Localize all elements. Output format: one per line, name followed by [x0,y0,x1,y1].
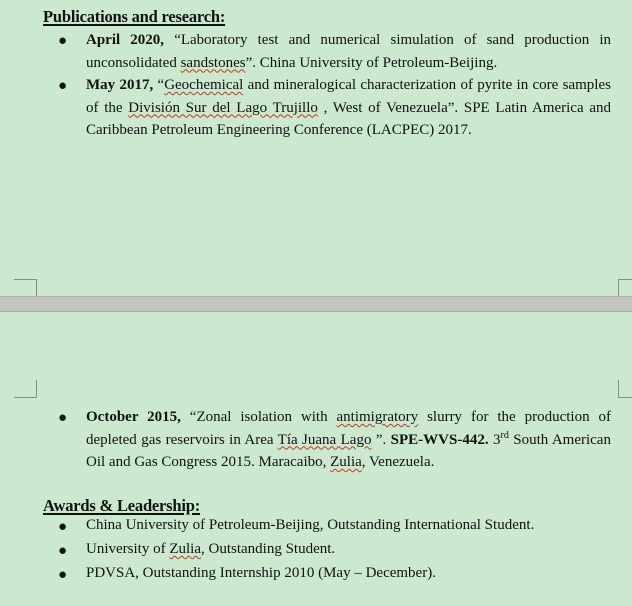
document-page-1 [0,0,632,296]
publications-heading: Publications and research: [43,7,226,26]
award-item: PDVSA, Outstanding Internship 2010 (May – December). [86,565,436,581]
document-page-2 [0,312,632,606]
bullet-icon: ● [58,567,68,583]
awards-heading: Awards & Leadership: [43,496,201,515]
publication-item-2017: May 2017, “Geochemical and mineralogical characterization of pyrite in core samples of the División Sur del Lago Trujillo , West of Venezuela”. SPE Latin America and Caribbean Petroleum Engineering Conference (LACPEC) 2017. [86,77,612,138]
page-corner-mark [618,279,632,297]
bullet-icon: ● [58,519,68,535]
publication-item-2015: October 2015, “Zonal isolation with antimigratory slurry for the production of depleted gas reservoirs in Area Tía Juana Lago ”. SPE-WVS-442. 3rd South American Oil and Gas Congress 2015. Maracaibo, Zulia, Venezuela. [86,409,611,470]
publication-item-2020: April 2020, “Laboratory test and numerical simulation of sand production in unconsolidated sandstones”. China University of Petroleum-Beijing. [86,32,612,71]
page-corner-mark [14,279,37,297]
page-corner-mark [618,380,632,398]
publication-date: October 2015, [86,409,181,425]
page-corner-mark [14,380,37,398]
bullet-icon: ● [58,410,68,426]
bullet-icon: ● [58,78,68,94]
award-item: China University of Petroleum-Beijing, Outstanding International Student. [86,517,535,533]
bullet-icon: ● [58,33,68,49]
bullet-icon: ● [58,543,68,559]
page-break-gap [0,296,632,312]
paper-code: SPE-WVS-442. [390,431,489,448]
publication-date: May 2017, [86,77,154,93]
publication-date: April 2020, [86,32,165,48]
award-item: University of Zulia, Outstanding Student. [86,541,336,557]
